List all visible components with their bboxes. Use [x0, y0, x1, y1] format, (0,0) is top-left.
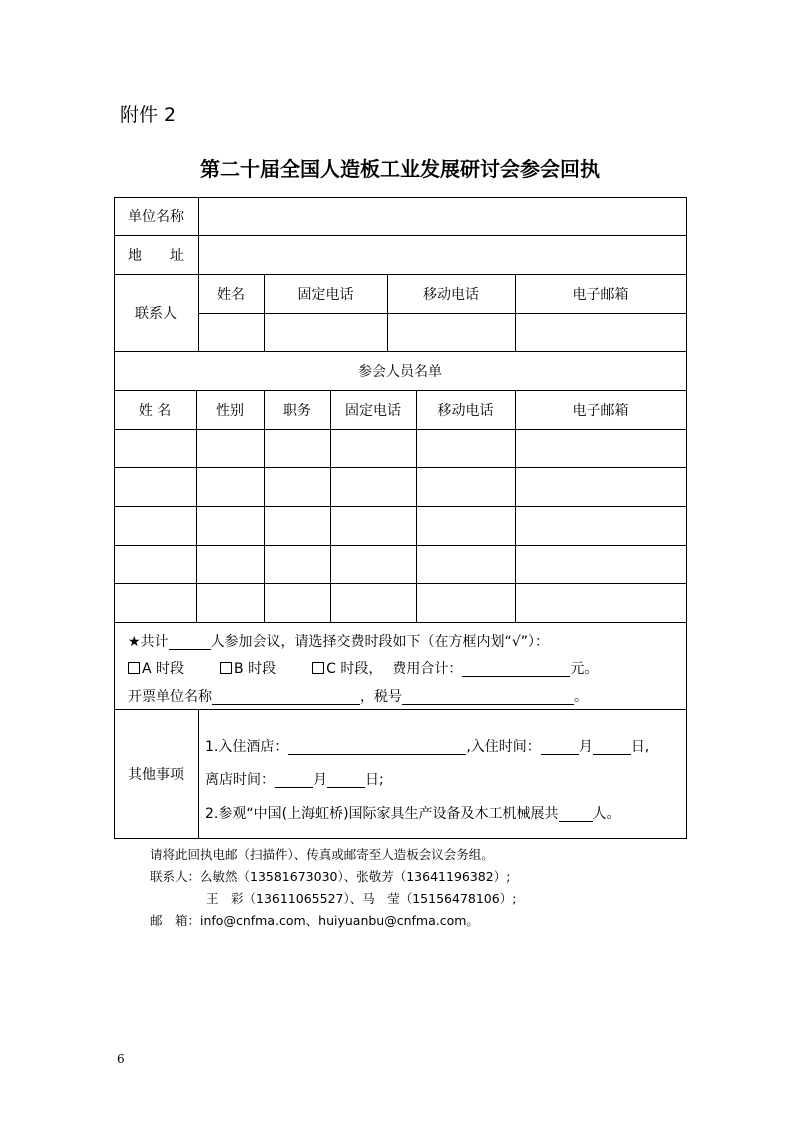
page-title: 第二十届全国人造板工业发展研讨会参会回执	[200, 157, 600, 181]
period-c-checkbox[interactable]	[312, 662, 324, 674]
checkout-month-label: 月	[313, 772, 327, 788]
checkout-day-blank[interactable]	[327, 771, 365, 788]
period-b-label: B 时段	[234, 661, 277, 677]
attendee-col-email: 电子邮箱	[572, 402, 629, 419]
tax-id-blank[interactable]	[402, 688, 574, 705]
notes-contacts-2: 王 彩（13611065527）、马 莹（15156478106）;	[206, 891, 517, 906]
expo-visit-suffix: 人。	[592, 806, 621, 822]
attendee-col-landline: 固定电话	[345, 402, 401, 419]
hotel-blank[interactable]	[288, 738, 466, 755]
invoice-unit-label: 开票单位名称	[128, 689, 212, 705]
fee-instruction: 人参加会议，请选择交费时段如下（在方框内划“√”）：	[210, 634, 549, 650]
invoice-unit-blank[interactable]	[212, 688, 360, 705]
checkin-day-label: 日,	[630, 739, 650, 755]
contact-col-landline: 固定电话	[297, 286, 354, 303]
checkout-label: 离店时间：	[205, 772, 275, 788]
checkout-day-label: 日;	[365, 772, 384, 788]
period-a-label: A 时段	[142, 661, 185, 677]
checkin-month-label: 月	[578, 739, 593, 755]
attendee-count-blank[interactable]	[169, 633, 211, 650]
contact-label: 联系人	[135, 305, 177, 322]
period-b-checkbox[interactable]	[220, 662, 232, 674]
checkin-month-blank[interactable]	[541, 738, 579, 755]
page-number: 6	[117, 1052, 125, 1066]
address-label: 地 址	[128, 247, 184, 264]
contact-col-email: 电子邮箱	[572, 286, 629, 303]
notes-email: 邮 箱：info@cnfma.com、huiyuanbu@cnfma.com。	[150, 913, 479, 928]
fee-line-2	[128, 656, 598, 680]
contact-col-mobile: 移动电话	[423, 286, 479, 303]
checkin-label: ,入住时间：	[466, 739, 541, 755]
notes-contacts-1: 联系人：么敏然（13581673030）、张敬芳（13641196382）;	[150, 869, 511, 884]
attendee-col-gender: 性别	[216, 402, 244, 419]
fee-total-label: 费用合计：	[392, 661, 463, 677]
attendee-col-title: 职务	[283, 402, 311, 419]
attendee-col-mobile: 移动电话	[437, 402, 494, 419]
other-line-3	[205, 801, 621, 825]
attendee-col-name: 姓 名	[138, 402, 172, 419]
fee-total-blank[interactable]	[462, 660, 570, 677]
other-line-1	[205, 734, 649, 758]
expo-count-blank[interactable]	[559, 805, 593, 822]
address-field[interactable]	[198, 235, 686, 274]
period-c-label: C 时段，	[326, 661, 383, 677]
other-matters-label: 其他事项	[128, 766, 184, 783]
tax-id-label: ，税号	[360, 689, 402, 705]
fee-total-prefix: ★共计	[128, 634, 169, 650]
notes-instruction: 请将此回执电邮（扫描件）、传真或邮寄至人造板会议会务组。	[150, 847, 494, 862]
expo-visit-label: 2.参观“中国(上海虹桥)国际家具生产设备及木工机械展共	[205, 806, 559, 822]
checkin-day-blank[interactable]	[593, 738, 631, 755]
period-a-checkbox[interactable]	[128, 662, 140, 674]
other-line-2	[205, 767, 384, 791]
fee-line-3	[128, 684, 588, 708]
checkout-month-blank[interactable]	[275, 771, 313, 788]
unit-name-label: 单位名称	[128, 209, 184, 225]
invoice-period: 。	[574, 689, 588, 705]
currency-label: 元。	[570, 661, 599, 677]
hotel-label: 1.入住酒店：	[205, 739, 289, 755]
attachment-label: 附件 2	[120, 104, 177, 126]
fee-line-1	[128, 629, 549, 653]
contact-col-name: 姓名	[217, 286, 245, 303]
attendee-list-label: 参会人员名单	[358, 363, 442, 380]
unit-name-field[interactable]	[198, 197, 686, 235]
